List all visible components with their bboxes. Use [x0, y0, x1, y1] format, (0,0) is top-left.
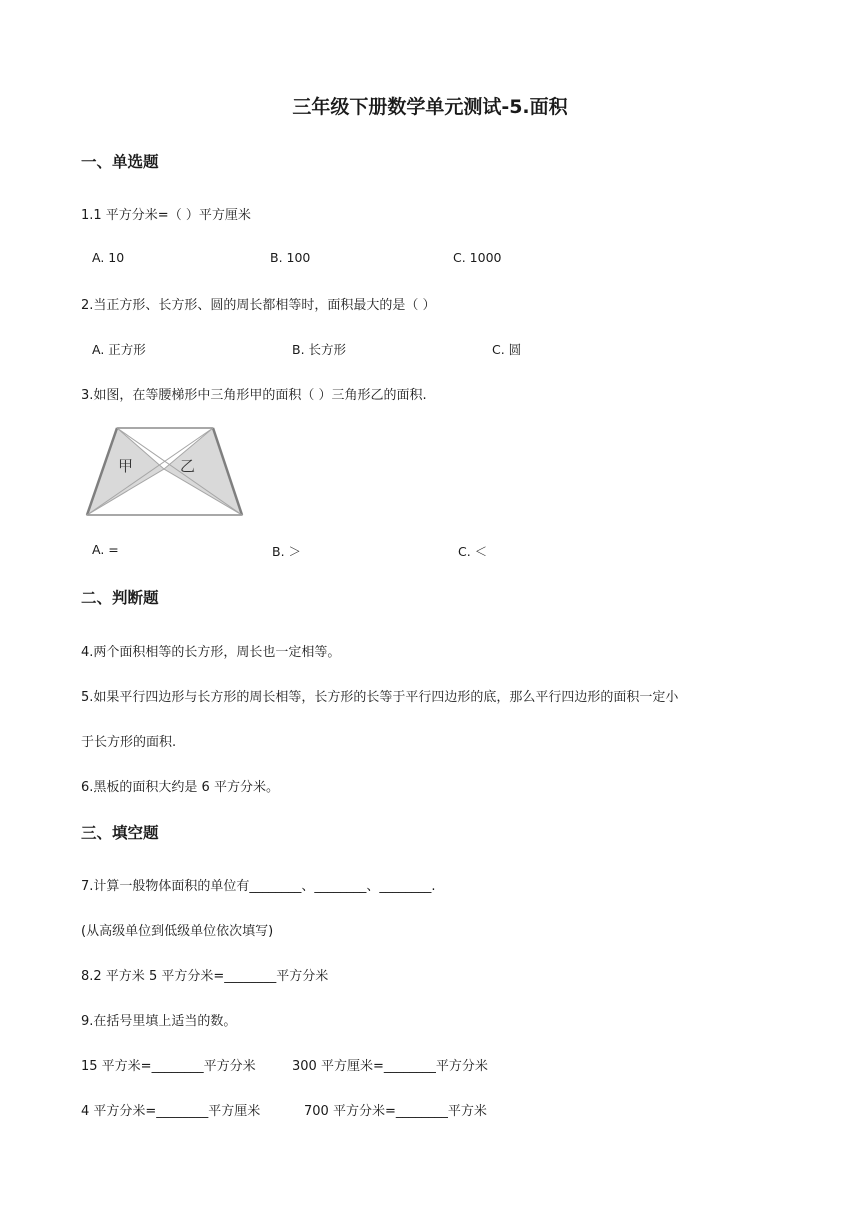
question-5-text-line2: 于长方形的面积.	[81, 735, 177, 750]
question-9-row2-left: 4 平方分米=________平方厘米	[81, 1104, 261, 1119]
section-heading-fill-blank: 三、填空题	[81, 824, 159, 842]
question-9-text: 9.在括号里填上适当的数。	[81, 1014, 237, 1029]
question-4-text: 4.两个面积相等的长方形，周长也一定相等。	[81, 645, 341, 660]
question-5-text-line1: 5.如果平行四边形与长方形的周长相等，长方形的长等于平行四边形的底，那么平行四边形的面积一定小	[81, 690, 679, 705]
section-heading-single-choice: 一、单选题	[81, 153, 159, 171]
question-1-text: 1.1 平方分米=（ ）平方厘米	[81, 208, 251, 223]
question-8-text: 8.2 平方米 5 平方分米=________平方分米	[81, 969, 329, 984]
question-9-row1-right: 300 平方厘米=________平方分米	[292, 1059, 488, 1074]
question-3-option-a: A. =	[92, 542, 119, 557]
question-1-option-c: C. 1000	[453, 250, 502, 265]
question-1-option-b: B. 100	[270, 250, 311, 265]
question-2-option-c: C. 圆	[492, 342, 522, 357]
section-heading-true-false: 二、判断题	[81, 589, 159, 607]
question-1-option-a: A. 10	[92, 250, 125, 265]
question-9-row2-right: 700 平方分米=________平方米	[304, 1104, 487, 1119]
question-3-option-c: C. ＜	[458, 544, 488, 559]
question-6-text: 6.黑板的面积大约是 6 平方分米。	[81, 780, 279, 795]
label-jia: 甲	[118, 457, 134, 475]
question-7-text-line1: 7.计算一般物体面积的单位有________、________、________.	[81, 879, 436, 894]
question-2-option-a: A. 正方形	[92, 342, 146, 357]
question-2-option-b: B. 长方形	[292, 342, 347, 357]
question-7-text-line2: (从高级单位到低级单位依次填写)	[81, 924, 274, 939]
question-3-text: 3.如图，在等腰梯形中三角形甲的面积（ ）三角形乙的面积.	[81, 388, 427, 403]
question-3-option-b: B. ＞	[272, 544, 302, 559]
question-2-text: 2.当正方形、长方形、圆的周长都相等时，面积最大的是（ ）	[81, 298, 436, 313]
question-9-row1-left: 15 平方米=________平方分米	[81, 1059, 256, 1074]
trapezoid-figure	[84, 424, 246, 518]
label-yi: 乙	[180, 457, 196, 475]
triangle-yi-shape	[164, 428, 242, 515]
page-title: 三年级下册数学单元测试-5.面积	[292, 96, 568, 118]
